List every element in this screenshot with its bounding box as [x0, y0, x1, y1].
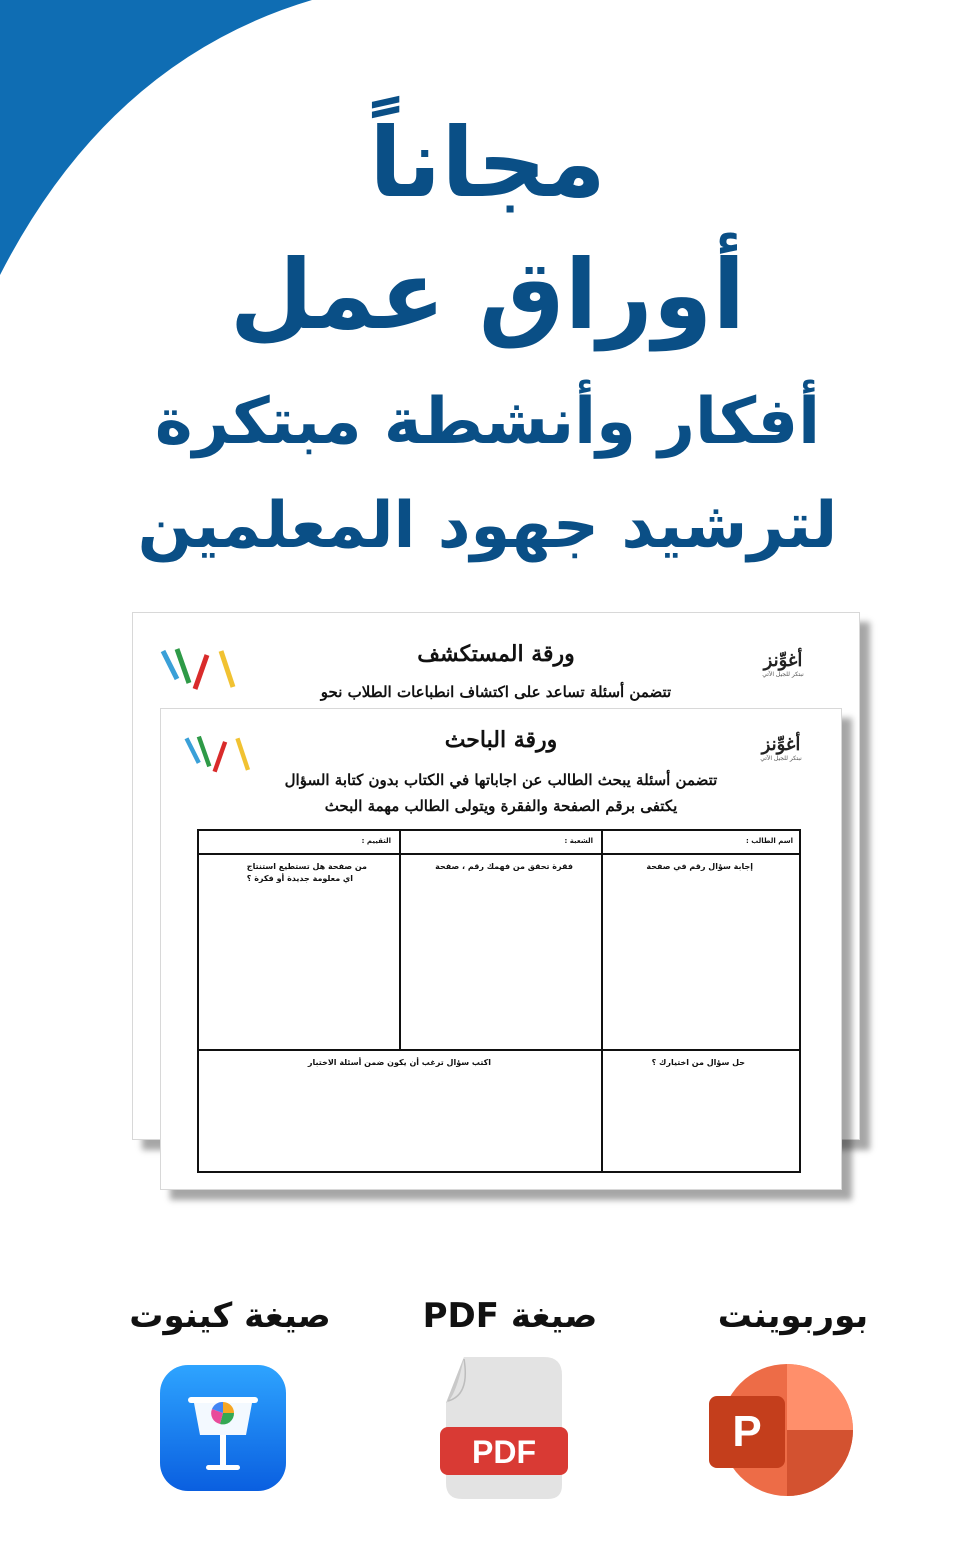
header-grade: التقييم :: [361, 837, 391, 845]
worksheet-back-title: ورقة المستكشف: [417, 641, 575, 667]
headline-worksheets: أوراق عمل: [229, 239, 746, 351]
header-section: الشعبة :: [564, 837, 593, 845]
cell-choose-question: حل سؤال من اختيارك ؟: [651, 1058, 745, 1067]
pdf-format-label: صيغة PDF: [422, 1296, 598, 1336]
cell-inference-2: اي معلومة جديدة أو فكرة ؟: [246, 874, 353, 883]
ppt-icon-letter: P: [732, 1407, 762, 1456]
cell-answer-question: إجابة سؤال رقم في صفحة: [646, 862, 753, 871]
worksheet-front-title: ورقة الباحث: [444, 727, 558, 753]
colored-pens-icon: [183, 733, 255, 777]
headline-free: مجاناً: [369, 107, 606, 219]
worksheet-back-logo: أغوِّنز نبتكر للجيل الآتي: [762, 650, 804, 678]
table-divider: [199, 1049, 799, 1051]
cell-write-question: اكتب سؤال ترغب أن يكون ضمن أسئلة الاختبار: [307, 1058, 491, 1067]
worksheet-table: [197, 829, 801, 1173]
pdf-file-icon[interactable]: [440, 1355, 570, 1501]
keynote-app-icon[interactable]: [160, 1365, 286, 1491]
worksheet-front-subtitle-2: يكتفى برقم الصفحة والفقرة ويتولى الطالب مهمة البحث: [324, 797, 678, 815]
header-student-name: اسم الطالب :: [746, 837, 793, 845]
colored-pens-icon: [159, 645, 241, 695]
worksheet-front-subtitle-1: تتضمن أسئلة يبحث الطالب عن اجاباتها في الكتاب بدون كتابة السؤال: [284, 771, 718, 789]
cell-inference-1: من صفحة هل تستطيع استنتاج: [246, 862, 367, 871]
table-divider: [199, 853, 799, 855]
headline-teachers: لترشيد جهود المعلمين: [137, 489, 838, 563]
worksheet-front-logo: أغوِّنز نبتكر للجيل الآتي: [760, 734, 802, 762]
worksheet-back-subtitle: تتضمن أسئلة تساعد على اكتشاف انطباعات الطلاب نحو: [320, 683, 672, 701]
headline-ideas: أفكار وأنشطة مبتكرة: [154, 385, 821, 459]
cell-paragraph-check: فقرة تحقق من فهمك رقم ، صفحة: [435, 862, 573, 871]
powerpoint-app-icon[interactable]: [705, 1360, 855, 1500]
keynote-format-label: صيغة كينوت: [129, 1296, 331, 1336]
pdf-icon-text: PDF: [472, 1434, 536, 1470]
table-divider: [399, 831, 401, 1051]
powerpoint-format-label: بوربوينت: [717, 1296, 869, 1336]
worksheet-front: [160, 708, 842, 1190]
table-divider: [601, 831, 603, 1171]
